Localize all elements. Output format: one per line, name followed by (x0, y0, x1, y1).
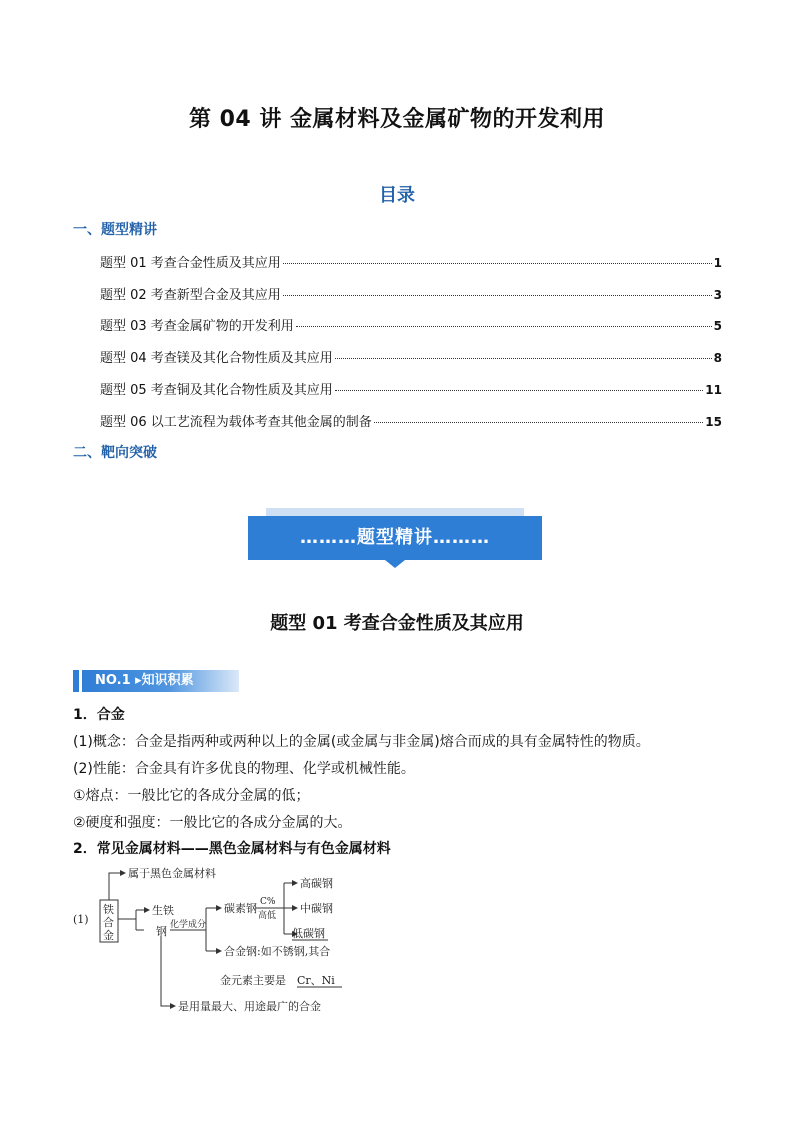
label-alloy-elements: Cr、Ni (297, 974, 335, 987)
section-banner (248, 508, 542, 574)
toc-item-page: 3 (713, 288, 722, 302)
root-char: 铁 (103, 903, 114, 916)
arrowhead (216, 905, 222, 911)
arrowhead (120, 870, 126, 876)
toc-leader-dots (283, 263, 712, 264)
root-char: 合 (103, 916, 114, 929)
label-low-carbon: 低碳钢 (292, 927, 325, 940)
label-high-low: 高低 (258, 911, 277, 921)
toc-item[interactable] (100, 411, 722, 431)
iron-alloy-classification-diagram (70, 864, 370, 1024)
tag-text: NO.1 ▸知识积累 (95, 673, 194, 688)
toc-item-label: 题型 05 考查铜及其化合物性质及其应用 (100, 383, 333, 398)
label-carbon-steel: 碳素钢 (224, 902, 257, 915)
toc-item[interactable] (100, 252, 722, 272)
lecture-title: 第 04 讲 金属材料及金属矿物的开发利用 (188, 107, 606, 132)
tag-stripe (73, 670, 79, 692)
label-mid-carbon: 中碳钢 (300, 902, 333, 915)
toc-section-2[interactable]: 二、靶向突破 (73, 445, 157, 461)
arrowhead (170, 1003, 176, 1009)
toc-item-label: 题型 01 考查合金性质及其应用 (100, 256, 281, 271)
toc-item[interactable] (100, 284, 722, 304)
toc-leader-dots (335, 358, 712, 359)
para-hardness: ②硬度和强度：一般比它的各成分金属的大。 (73, 815, 352, 831)
toc-leader-dots (283, 295, 712, 296)
section-title: 题型 01 考查合金性质及其应用 (270, 613, 524, 634)
arrowhead (292, 905, 298, 911)
label-black-metal: 属于黑色金属材料 (128, 867, 216, 880)
arrowhead (216, 948, 222, 954)
arrowhead (144, 907, 150, 913)
toc-item-page: 5 (713, 319, 722, 333)
banner-strip (266, 508, 524, 516)
toc-item-label: 题型 04 考查镁及其化合物性质及其应用 (100, 351, 333, 366)
heading-common-metals: 2．常见金属材料——黑色金属材料与有色金属材料 (73, 841, 391, 857)
label-steel: 钢 (156, 925, 167, 938)
toc-heading: 目录 (379, 185, 415, 206)
para-concept: (1)概念：合金是指两种或两种以上的金属(或金属与非金属)熔合而成的具有金属特性的物质。 (73, 734, 650, 750)
toc-item-label: 题型 02 考查新型合金及其应用 (100, 288, 281, 303)
knowledge-tag (73, 670, 239, 692)
toc-section-1[interactable]: 一、题型精讲 (73, 222, 157, 238)
toc-item[interactable] (100, 315, 722, 335)
toc-item-label: 题型 03 考查金属矿物的开发利用 (100, 319, 294, 334)
banner-text: ………题型精讲……… (248, 516, 542, 560)
toc-item-page: 15 (705, 415, 722, 429)
toc-leader-dots (335, 390, 703, 391)
label-c-percent: C% (260, 897, 276, 907)
toc-leader-dots (374, 422, 703, 423)
toc-item[interactable] (100, 379, 722, 399)
arrowhead (292, 880, 298, 886)
toc-leader-dots (296, 326, 712, 327)
label-alloy-steel-line1: 合金钢:如不锈钢,其合 (224, 945, 331, 958)
item-number: (1) (73, 913, 89, 926)
toc-item[interactable] (100, 347, 722, 367)
toc-item-page: 1 (713, 256, 722, 270)
toc-item-page: 8 (713, 351, 722, 365)
para-properties: (2)性能：合金具有许多优良的物理、化学或机械性能。 (73, 761, 415, 777)
banner-pointer (385, 560, 405, 568)
toc-item-page: 11 (705, 383, 722, 397)
toc-item-label: 题型 06 以工艺流程为载体考查其他金属的制备 (100, 415, 372, 430)
connector-line (109, 873, 120, 900)
connector-line (161, 936, 170, 1006)
para-melting-point: ①熔点：一般比它的各成分金属的低； (73, 788, 310, 804)
label-pig-iron: 生铁 (152, 904, 174, 917)
label-most-used: 是用量最大、用途最广的合金 (178, 1000, 321, 1013)
heading-alloy: 1．合金 (73, 707, 125, 723)
root-char: 金 (103, 929, 114, 942)
label-alloy-steel-line2: 金元素主要是 (220, 974, 286, 987)
label-by-composition: 化学成分 (170, 920, 207, 930)
label-high-carbon: 高碳钢 (300, 877, 333, 890)
